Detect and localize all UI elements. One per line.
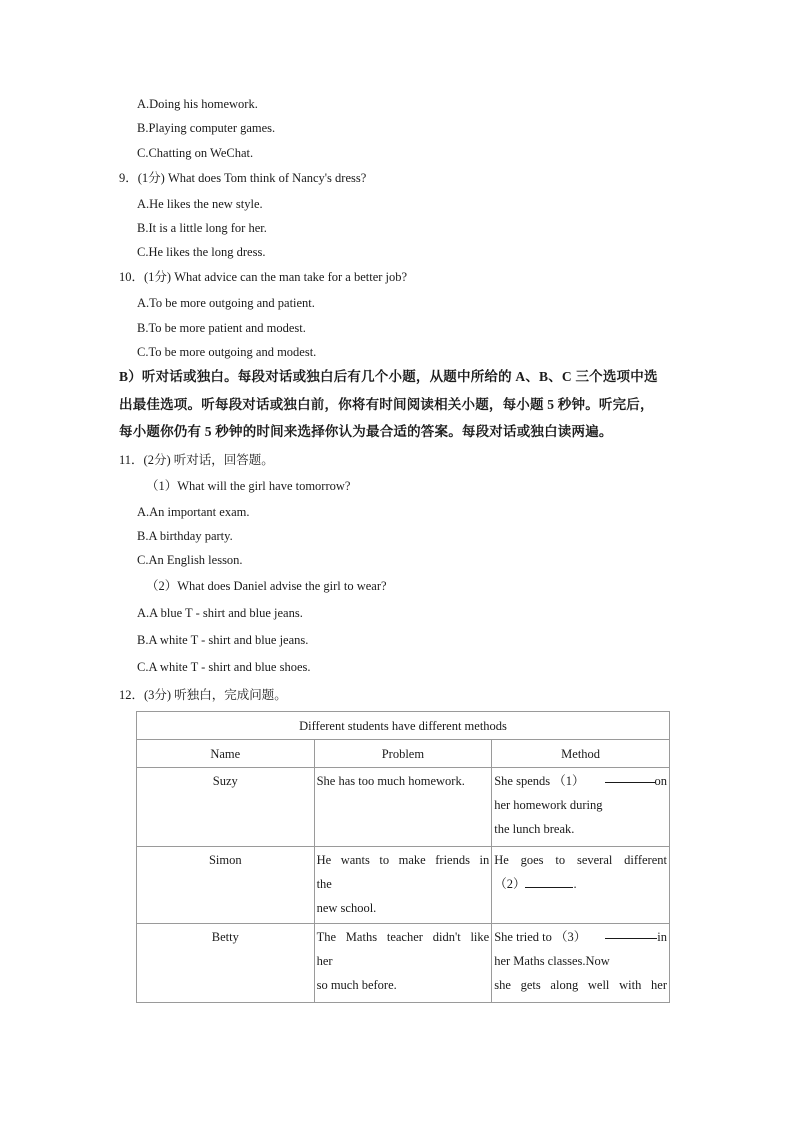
blank-group: [605, 925, 667, 949]
method-line: [494, 872, 667, 896]
problem-text: so much before.: [316, 978, 397, 992]
q9-option-c: C.He likes the long dress.: [137, 245, 266, 259]
section-b-instructions-line2: 出最佳选项。听每段对话或独白前，你将有时间阅读相关小题，每小题 5 秒钟。听完后，: [119, 397, 654, 412]
q11-part2-option-a: A.A blue T - shirt and blue jeans.: [137, 606, 303, 620]
student-name: Betty: [137, 924, 315, 1003]
q8-option-c: C.Chatting on WeChat.: [137, 146, 254, 160]
q10-stem: 10．(1分) What advice can the man take for a better job?: [119, 270, 408, 284]
q11-part1-stem: （1）What will the girl have tomorrow?: [146, 479, 351, 493]
q10-option-c: C.To be more outgoing and modest.: [137, 345, 317, 359]
method-cell: [492, 768, 670, 847]
section-b-instructions-line1: B）听对话或独白。每段对话或独白后有几个小题，从题中所给的 A、B、C 三个选项中选: [119, 369, 658, 384]
problem-text: the: [316, 877, 332, 891]
method-text: on: [654, 774, 667, 788]
method-line: [494, 769, 667, 793]
q12-stem: 12．(3分) 听独白，完成问题。: [119, 688, 287, 702]
q9-option-b: B.It is a little long for her.: [137, 221, 267, 235]
table-row: [137, 768, 670, 847]
q8-option-b: B.Playing computer games.: [137, 121, 276, 135]
method-cell: [492, 847, 670, 924]
header-method: Method: [492, 740, 670, 768]
method-text: She tried to （3）: [494, 930, 587, 944]
problem-text: She has too much homework.: [316, 774, 465, 788]
q10-option-b: B.To be more patient and modest.: [137, 321, 306, 335]
q11-part2-stem: （2）What does Daniel advise the girl to wear?: [146, 579, 387, 593]
method-text: in: [657, 930, 667, 944]
table-row: [137, 924, 670, 1003]
q11-part2-option-b: B.A white T - shirt and blue jeans.: [137, 633, 309, 647]
method-text: her Maths classes.Now: [494, 954, 610, 968]
problem-cell: [314, 847, 492, 924]
method-line: [494, 925, 667, 949]
method-text: He goes to several different: [494, 853, 667, 867]
method-text: （2）: [494, 877, 526, 891]
q11-part2-option-c: C.A white T - shirt and blue shoes.: [137, 660, 311, 674]
table-title: Different students have different methods: [137, 712, 670, 740]
header-name: Name: [137, 740, 315, 768]
answer-blank-1[interactable]: [605, 769, 655, 783]
method-text: the lunch break.: [494, 822, 575, 836]
q10-option-a: A.To be more outgoing and patient.: [137, 296, 315, 310]
methods-table: [136, 711, 670, 1003]
q11-part1-option-c: C.An English lesson.: [137, 553, 243, 567]
header-problem: Problem: [314, 740, 492, 768]
problem-cell: [314, 768, 492, 847]
method-text: She spends （1）: [494, 774, 585, 788]
method-text: her homework during: [494, 798, 603, 812]
method-cell: [492, 924, 670, 1003]
q8-option-a: A.Doing his homework.: [137, 97, 258, 111]
answer-blank-3[interactable]: [605, 925, 657, 939]
q9-option-a: A.He likes the new style.: [137, 197, 263, 211]
blank-group: [605, 769, 668, 793]
q9-stem: 9．(1分) What does Tom think of Nancy's dress?: [119, 171, 367, 185]
table-title-row: [137, 712, 670, 740]
table-header-row: [137, 740, 670, 768]
section-b-instructions-line3: 每小题你仍有 5 秒钟的时间来选择你认为最合适的答案。每段对话或独白读两遍。: [119, 424, 613, 439]
table-row: [137, 847, 670, 924]
problem-cell: [314, 924, 492, 1003]
student-name: Suzy: [137, 768, 315, 847]
q11-part1-option-b: B.A birthday party.: [137, 529, 233, 543]
method-text: .: [573, 877, 577, 891]
problem-text: new school.: [316, 901, 377, 915]
q11-stem: 11．(2分) 听对话，回答题。: [119, 453, 274, 467]
method-text: she gets along well with her: [494, 978, 667, 992]
answer-blank-2[interactable]: [525, 874, 573, 888]
problem-text: He wants to make friends in: [316, 853, 490, 867]
problem-text: The Maths teacher didn't like: [316, 930, 490, 944]
student-name: Simon: [137, 847, 315, 924]
q11-part1-option-a: A.An important exam.: [137, 505, 250, 519]
problem-text: her: [316, 954, 333, 968]
